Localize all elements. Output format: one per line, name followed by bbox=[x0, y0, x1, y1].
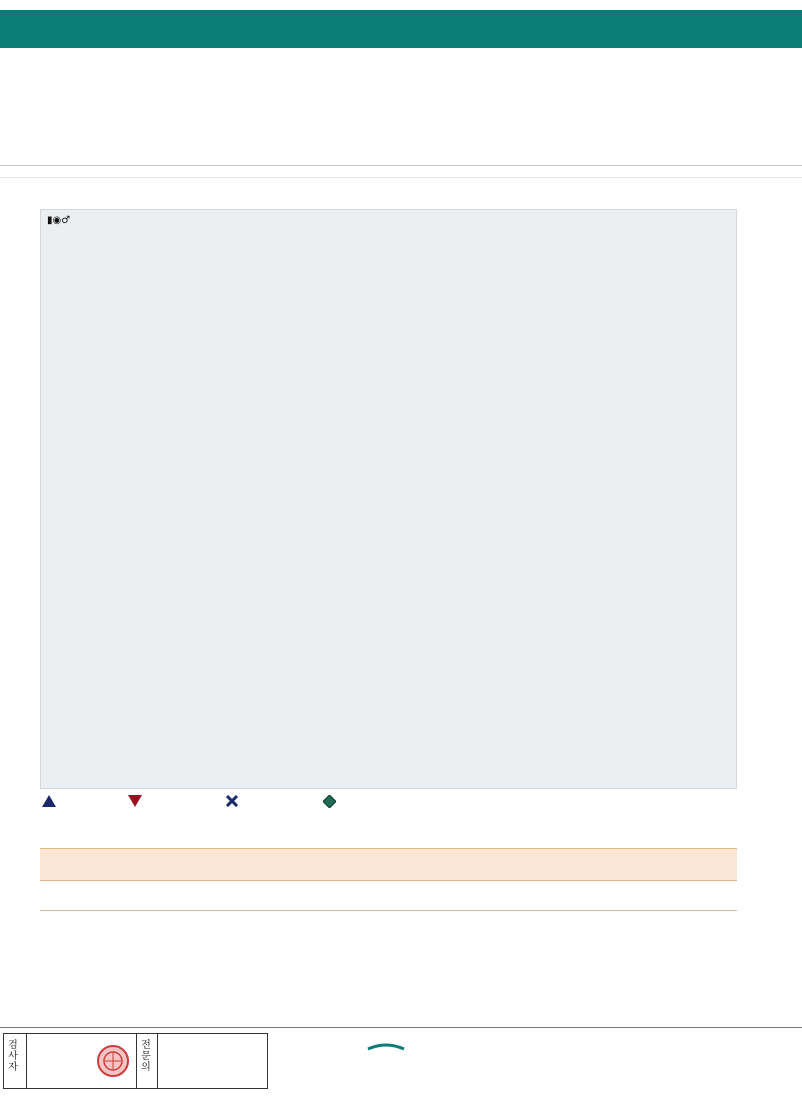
cma-plot-canvas bbox=[41, 210, 738, 790]
x-cross-icon bbox=[226, 795, 238, 807]
sml-logo-icon bbox=[366, 1043, 486, 1077]
patient-info bbox=[0, 54, 802, 166]
cma-plot bbox=[40, 209, 737, 789]
cert-right-vertical: 전 문 의 bbox=[141, 1040, 151, 1073]
report-title bbox=[0, 10, 802, 48]
footer-divider bbox=[0, 1027, 802, 1028]
section-divider bbox=[0, 166, 802, 178]
result-divider bbox=[40, 910, 737, 911]
triangle-up-icon bbox=[42, 795, 56, 807]
file-icons: ▮◉♂ bbox=[47, 215, 71, 226]
diamond-icon bbox=[323, 795, 336, 808]
seal-stamp-icon bbox=[96, 1044, 130, 1078]
result-heading-bar bbox=[40, 848, 737, 881]
cert-left-vertical: 검 사 자 bbox=[8, 1040, 18, 1073]
certificate-box bbox=[3, 1033, 268, 1089]
plot-legend bbox=[40, 794, 737, 812]
triangle-down-icon bbox=[128, 795, 142, 807]
